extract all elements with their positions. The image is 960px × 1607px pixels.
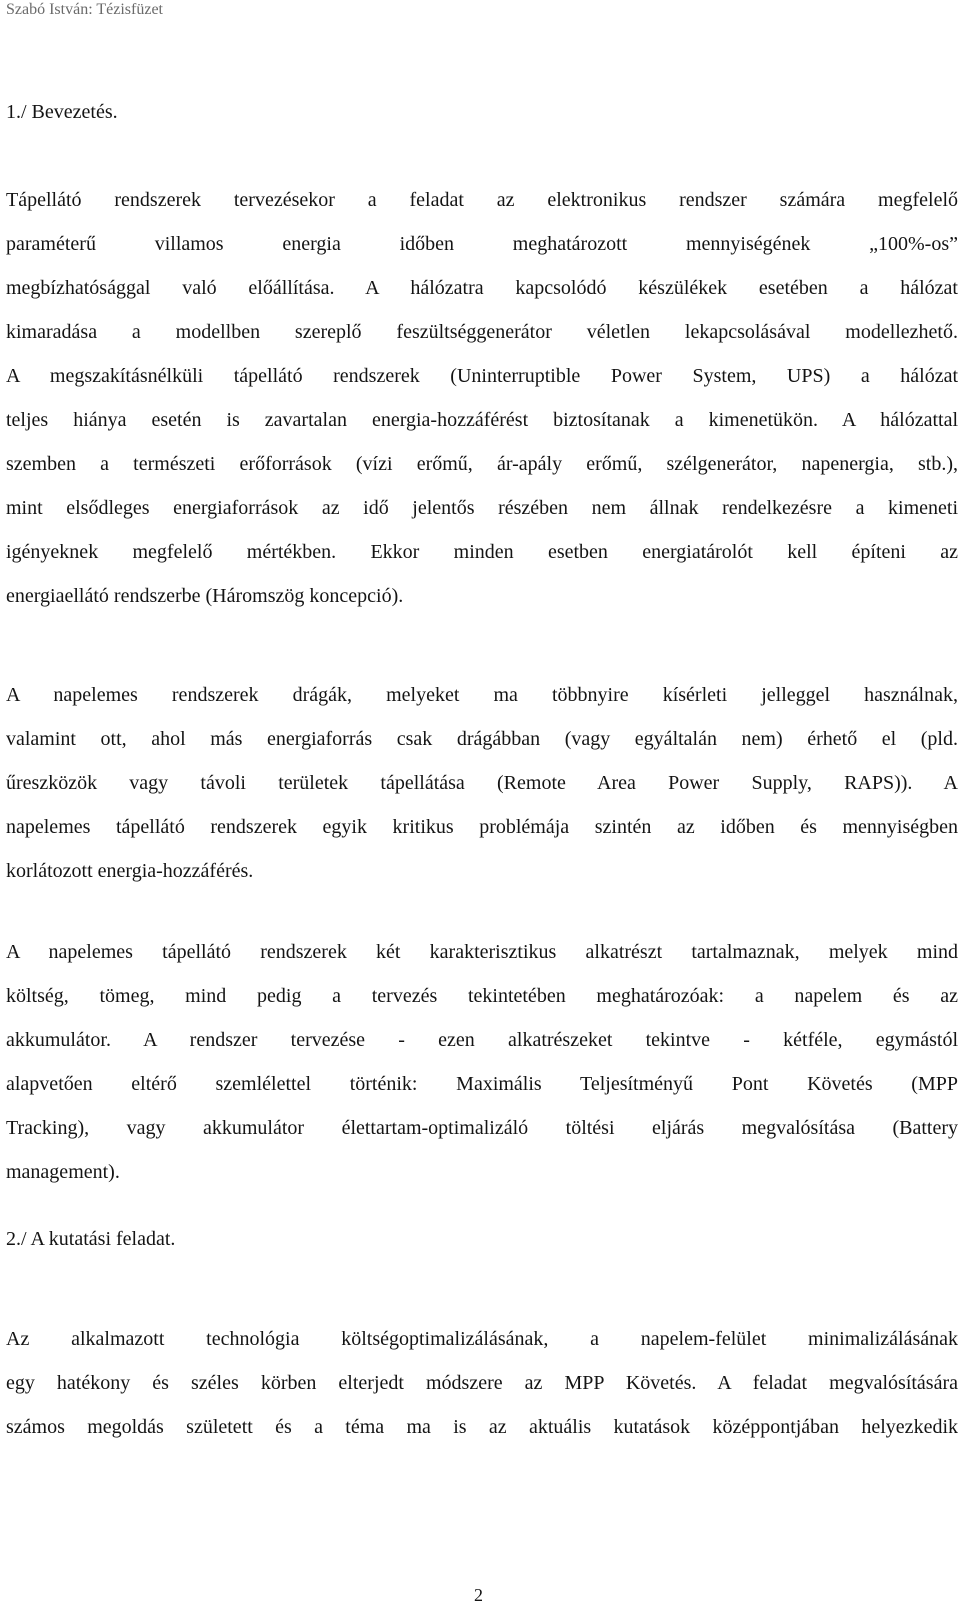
text-line: management). xyxy=(6,1161,120,1183)
text-line: szemben a természeti erőforrások (vízi erőmű, ár-apály erőmű, szélgenerátor, napenergia, stb.), xyxy=(6,453,958,475)
text-line: napelemes tápellátó rendszerek egyik kritikus problémája szintén az időben és mennyiségben xyxy=(6,816,958,838)
text-line: költség, tömeg, mind pedig a tervezés tekintetében meghatározóak: a napelem és az xyxy=(6,985,958,1007)
text-line: korlátozott energia-hozzáférés. xyxy=(6,860,254,882)
running-header: Szabó István: Tézisfüzet xyxy=(6,1,163,18)
text-line: energiaellátó rendszerbe (Háromszög koncepció). xyxy=(6,585,404,607)
text-line: A megszakításnélküli tápellátó rendszerek (Uninterruptible Power System, UPS) a hálózat xyxy=(6,365,958,387)
text-line: egy hatékony és széles körben elterjedt módszere az MPP Követés. A feladat megvalósítására xyxy=(6,1372,958,1394)
text-line: paraméterű villamos energia időben meghatározott mennyiségének „100%-os” xyxy=(6,233,958,255)
text-line: akkumulátor. A rendszer tervezése - ezen alkatrészeket tekintve - kétféle, egymástól xyxy=(6,1029,958,1051)
paragraph-intro-3 xyxy=(6,930,958,1194)
text-line: alapvetően eltérő szemlélettel történik: Maximális Teljesítményű Pont Követés (MPP xyxy=(6,1073,958,1095)
text-line: megbízhatósággal való előállítása. A hálózatra kapcsolódó készülékek esetében a hálózat xyxy=(6,277,958,299)
text-line: teljes hiánya esetén is zavartalan energia-hozzáférést biztosítanak a kimenetükön. A hálózattal xyxy=(6,409,958,431)
text-line: Tápellátó rendszerek tervezésekor a feladat az elektronikus rendszer számára megfelelő xyxy=(6,189,958,211)
text-line: Az alkalmazott technológia költségoptimalizálásának, a napelem-felület minimalizálásának xyxy=(6,1328,958,1350)
text-line: Tracking), vagy akkumulátor élettartam-optimalizáló töltési eljárás megvalósítása (Battery xyxy=(6,1117,958,1139)
text-line: igényeknek megfelelő mértékben. Ekkor minden esetben energiatárolót kell építeni az xyxy=(6,541,958,563)
text-line: mint elsődleges energiaforrások az idő jelentős részében nem állnak rendelkezésre a kimeneti xyxy=(6,497,958,519)
section-heading-research-task: 2./ A kutatási feladat. xyxy=(6,1228,176,1250)
text-line: űreszközök vagy távoli területek tápellátása (Remote Area Power Supply, RAPS)). A xyxy=(6,772,958,794)
text-line: valamint ott, ahol más energiaforrás csak drágábban (vagy egyáltalán nem) érhető el (pld. xyxy=(6,728,958,750)
text-line: számos megoldás született és a téma ma is az aktuális kutatások középpontjában helyezkedik xyxy=(6,1416,958,1438)
page-number: 2 xyxy=(474,1585,483,1605)
paragraph-research-1 xyxy=(6,1317,958,1449)
text-line: A napelemes tápellátó rendszerek két karakterisztikus alkatrészt tartalmaznak, melyek mind xyxy=(6,941,958,963)
paragraph-intro-1 xyxy=(6,178,958,618)
section-heading-introduction: 1./ Bevezetés. xyxy=(6,101,118,123)
text-line: A napelemes rendszerek drágák, melyeket ma többnyire kísérleti jelleggel használnak, xyxy=(6,684,958,706)
paragraph-intro-2 xyxy=(6,673,958,893)
text-line: kimaradása a modellben szereplő feszültséggenerátor véletlen lekapcsolásával modellezhető. xyxy=(6,321,958,343)
